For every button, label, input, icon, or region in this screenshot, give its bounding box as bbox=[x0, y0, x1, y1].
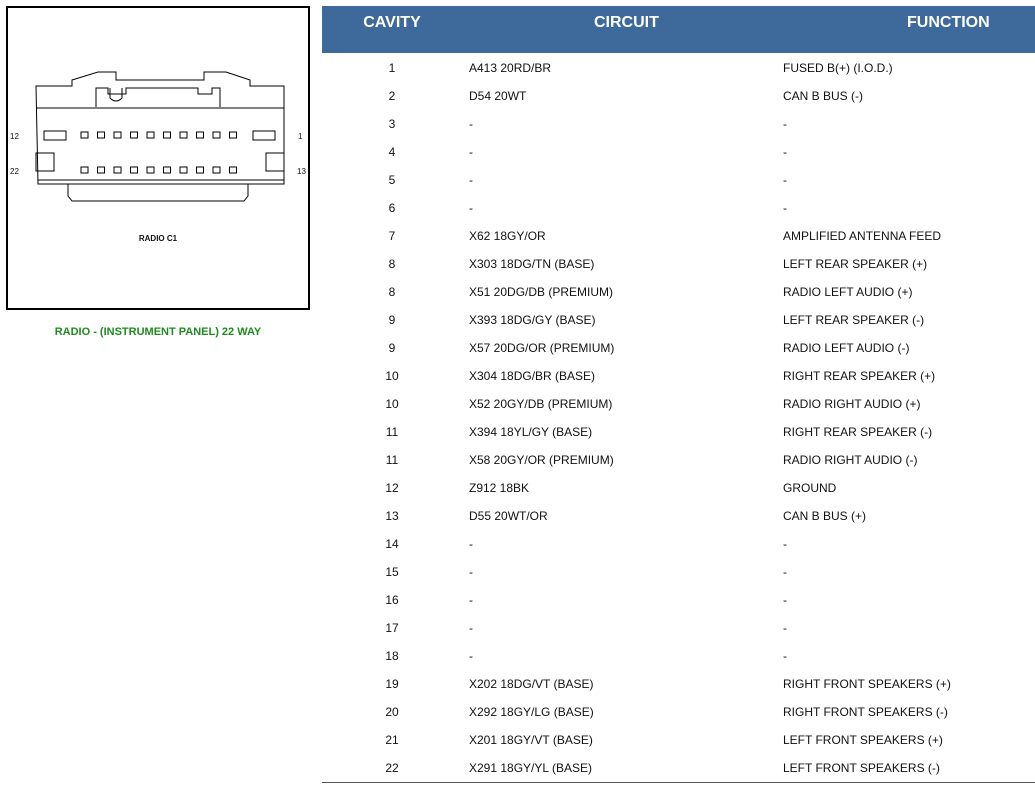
table-row bbox=[322, 306, 1035, 334]
circuit-cell: - bbox=[469, 537, 473, 551]
header-circuit: CIRCUIT bbox=[462, 6, 776, 53]
top-row-cavity bbox=[114, 132, 121, 138]
circuit-cell: - bbox=[469, 649, 473, 663]
function-cell: - bbox=[783, 649, 787, 663]
top-row-cavity bbox=[197, 132, 204, 138]
cavity-12 bbox=[44, 131, 66, 140]
circuit-cell: - bbox=[469, 621, 473, 635]
cavity-cell: 14 bbox=[385, 537, 399, 551]
cavity-cell: 17 bbox=[385, 621, 399, 635]
table-row bbox=[322, 334, 1035, 362]
bottom-row-cavity bbox=[131, 167, 138, 173]
table-row bbox=[322, 390, 1035, 418]
bottom-row-cavity bbox=[230, 167, 237, 173]
cavity-cell: 12 bbox=[385, 481, 399, 495]
circuit-cell: - bbox=[469, 565, 473, 579]
table-row bbox=[322, 138, 1035, 166]
top-row-cavity bbox=[98, 132, 105, 138]
cavity-cell: 22 bbox=[322, 754, 462, 783]
table-row bbox=[322, 166, 1035, 194]
function-cell: - bbox=[783, 565, 787, 579]
circuit-cell: Z912 18BK bbox=[469, 481, 530, 495]
header-cavity: CAVITY bbox=[322, 6, 462, 53]
table-row bbox=[322, 558, 1035, 586]
function-cell: FUSED B(+) (I.O.D.) bbox=[783, 60, 893, 75]
circuit-cell: X291 18GY/YL (BASE) bbox=[462, 754, 776, 783]
circuit-cell: - bbox=[469, 117, 473, 131]
table-row bbox=[322, 698, 1035, 726]
function-cell: LEFT FRONT SPEAKERS (-) bbox=[776, 754, 1035, 783]
cavity-cell: 20 bbox=[385, 705, 399, 719]
pin-label-13: 13 bbox=[297, 167, 306, 176]
table-row bbox=[322, 586, 1035, 614]
header-function: FUNCTION bbox=[776, 6, 1035, 53]
connector-latch bbox=[96, 88, 220, 107]
cavity-cell: 2 bbox=[388, 89, 396, 103]
function-cell: RADIO RIGHT AUDIO (-) bbox=[783, 453, 918, 467]
function-cell: LEFT FRONT SPEAKERS (+) bbox=[783, 733, 943, 747]
top-row-cavity bbox=[230, 132, 237, 138]
table-row bbox=[322, 82, 1035, 110]
cavity-cell: 8 bbox=[388, 257, 396, 271]
function-cell: - bbox=[783, 173, 787, 187]
cavity-cell: 11 bbox=[385, 453, 399, 467]
function-cell: RADIO LEFT AUDIO (-) bbox=[783, 341, 910, 355]
cavity-cell: 6 bbox=[388, 201, 396, 215]
connector-label: RADIO C1 bbox=[138, 234, 178, 243]
cavity-cell: 10 bbox=[385, 369, 399, 383]
function-cell: CAN B BUS (+) bbox=[783, 509, 867, 523]
function-cell: RIGHT FRONT SPEAKERS (-) bbox=[783, 705, 948, 719]
bottom-row-cavity bbox=[114, 167, 121, 173]
function-cell: GROUND bbox=[783, 481, 837, 495]
function-cell: - bbox=[783, 621, 787, 635]
table-row bbox=[322, 726, 1035, 754]
circuit-cell: - bbox=[469, 201, 473, 215]
table-row bbox=[322, 418, 1035, 446]
function-cell: RIGHT FRONT SPEAKERS (+) bbox=[783, 677, 951, 691]
function-cell: - bbox=[783, 593, 787, 607]
cavity-cell: 19 bbox=[385, 677, 399, 691]
bottom-row-cavity bbox=[164, 167, 171, 173]
cavity-cell: 4 bbox=[388, 145, 396, 159]
circuit-cell: X62 18GY/OR bbox=[469, 229, 546, 243]
cavity-cell: 10 bbox=[385, 397, 399, 411]
bottom-row-cavity bbox=[213, 167, 220, 173]
circuit-cell: X393 18DG/GY (BASE) bbox=[469, 313, 596, 327]
connector-skirt bbox=[68, 184, 248, 201]
circuit-cell: X58 20GY/OR (PREMIUM) bbox=[469, 453, 614, 467]
table-body bbox=[322, 53, 1035, 783]
circuit-cell: D54 20WT bbox=[469, 89, 527, 103]
function-cell: CAN B BUS (-) bbox=[783, 89, 864, 103]
cavity-cell: 1 bbox=[388, 60, 396, 75]
circuit-cell: X202 18DG/VT (BASE) bbox=[469, 677, 594, 691]
function-cell: LEFT REAR SPEAKER (-) bbox=[783, 313, 925, 327]
pin-label-22: 22 bbox=[10, 167, 19, 176]
cavity-cell: 11 bbox=[385, 425, 399, 439]
table-row bbox=[322, 754, 1035, 783]
top-row-cavity bbox=[131, 132, 138, 138]
cavity-cell: 13 bbox=[385, 509, 399, 523]
function-cell: - bbox=[783, 117, 787, 131]
left-guide bbox=[36, 153, 54, 171]
circuit-cell: - bbox=[469, 145, 473, 159]
circuit-cell: - bbox=[469, 173, 473, 187]
cavity-cell: 21 bbox=[385, 733, 399, 747]
circuit-cell: X394 18YL/GY (BASE) bbox=[469, 425, 593, 439]
bottom-row-cavity bbox=[98, 167, 105, 173]
function-cell: AMPLIFIED ANTENNA FEED bbox=[783, 229, 942, 243]
circuit-cell: X52 20GY/DB (PREMIUM) bbox=[469, 397, 613, 411]
cavity-cell: 7 bbox=[388, 229, 396, 243]
pinout-table bbox=[322, 6, 1035, 783]
table-row bbox=[322, 670, 1035, 698]
bottom-row-cavity bbox=[81, 167, 88, 173]
table-row bbox=[322, 278, 1035, 306]
cavity-cell: 15 bbox=[385, 565, 399, 579]
circuit-cell: A413 20RD/BR bbox=[469, 60, 552, 75]
bottom-row-cavity bbox=[147, 167, 154, 173]
circuit-cell: X201 18GY/VT (BASE) bbox=[469, 733, 593, 747]
table-row bbox=[322, 502, 1035, 530]
pin-label-1: 1 bbox=[298, 132, 303, 141]
connector-outline bbox=[36, 72, 284, 184]
table-row bbox=[322, 53, 1035, 82]
function-cell: LEFT REAR SPEAKER (+) bbox=[783, 257, 928, 271]
connector-drawing bbox=[8, 8, 308, 308]
table-row bbox=[322, 474, 1035, 502]
function-cell: - bbox=[783, 145, 787, 159]
top-row-cavity bbox=[213, 132, 220, 138]
connector-diagram bbox=[6, 6, 310, 310]
cavity-cell: 18 bbox=[385, 649, 399, 663]
cavity-cell: 9 bbox=[388, 313, 396, 327]
circuit-cell: - bbox=[469, 593, 473, 607]
bottom-row-cavity bbox=[197, 167, 204, 173]
table-row bbox=[322, 614, 1035, 642]
cavity-cell: 5 bbox=[388, 173, 396, 187]
table-row bbox=[322, 222, 1035, 250]
top-row-cavity bbox=[147, 132, 154, 138]
table-row bbox=[322, 642, 1035, 670]
table-header-row bbox=[322, 6, 1035, 53]
circuit-cell: D55 20WT/OR bbox=[469, 509, 548, 523]
function-cell: RIGHT REAR SPEAKER (-) bbox=[783, 425, 933, 439]
function-cell: RIGHT REAR SPEAKER (+) bbox=[783, 369, 936, 383]
function-cell: RADIO LEFT AUDIO (+) bbox=[783, 285, 913, 299]
cavity-cell: 16 bbox=[385, 593, 399, 607]
table-row bbox=[322, 194, 1035, 222]
right-guide bbox=[266, 153, 284, 171]
cavity-cell: 3 bbox=[388, 117, 396, 131]
function-cell: RADIO RIGHT AUDIO (+) bbox=[783, 397, 921, 411]
table-row bbox=[322, 362, 1035, 390]
cavity-cell: 8 bbox=[388, 285, 396, 299]
diagram-caption: RADIO - (INSTRUMENT PANEL) 22 WAY bbox=[54, 326, 262, 338]
circuit-cell: X292 18GY/LG (BASE) bbox=[469, 705, 594, 719]
table-row bbox=[322, 250, 1035, 278]
cavity-cell: 9 bbox=[388, 341, 396, 355]
circuit-cell: X51 20DG/DB (PREMIUM) bbox=[469, 285, 614, 299]
table-row bbox=[322, 446, 1035, 474]
top-row-cavity bbox=[180, 132, 187, 138]
circuit-cell: X57 20DG/OR (PREMIUM) bbox=[469, 341, 615, 355]
top-row-cavity bbox=[164, 132, 171, 138]
function-cell: - bbox=[783, 201, 787, 215]
bottom-row-cavity bbox=[180, 167, 187, 173]
top-row-cavity bbox=[81, 132, 88, 138]
cavity-1 bbox=[253, 131, 275, 140]
pin-label-12: 12 bbox=[10, 132, 19, 141]
circuit-cell: X303 18DG/TN (BASE) bbox=[469, 257, 595, 271]
table-row bbox=[322, 530, 1035, 558]
circuit-cell: X304 18DG/BR (BASE) bbox=[469, 369, 596, 383]
table-row bbox=[322, 110, 1035, 138]
function-cell: - bbox=[783, 537, 787, 551]
